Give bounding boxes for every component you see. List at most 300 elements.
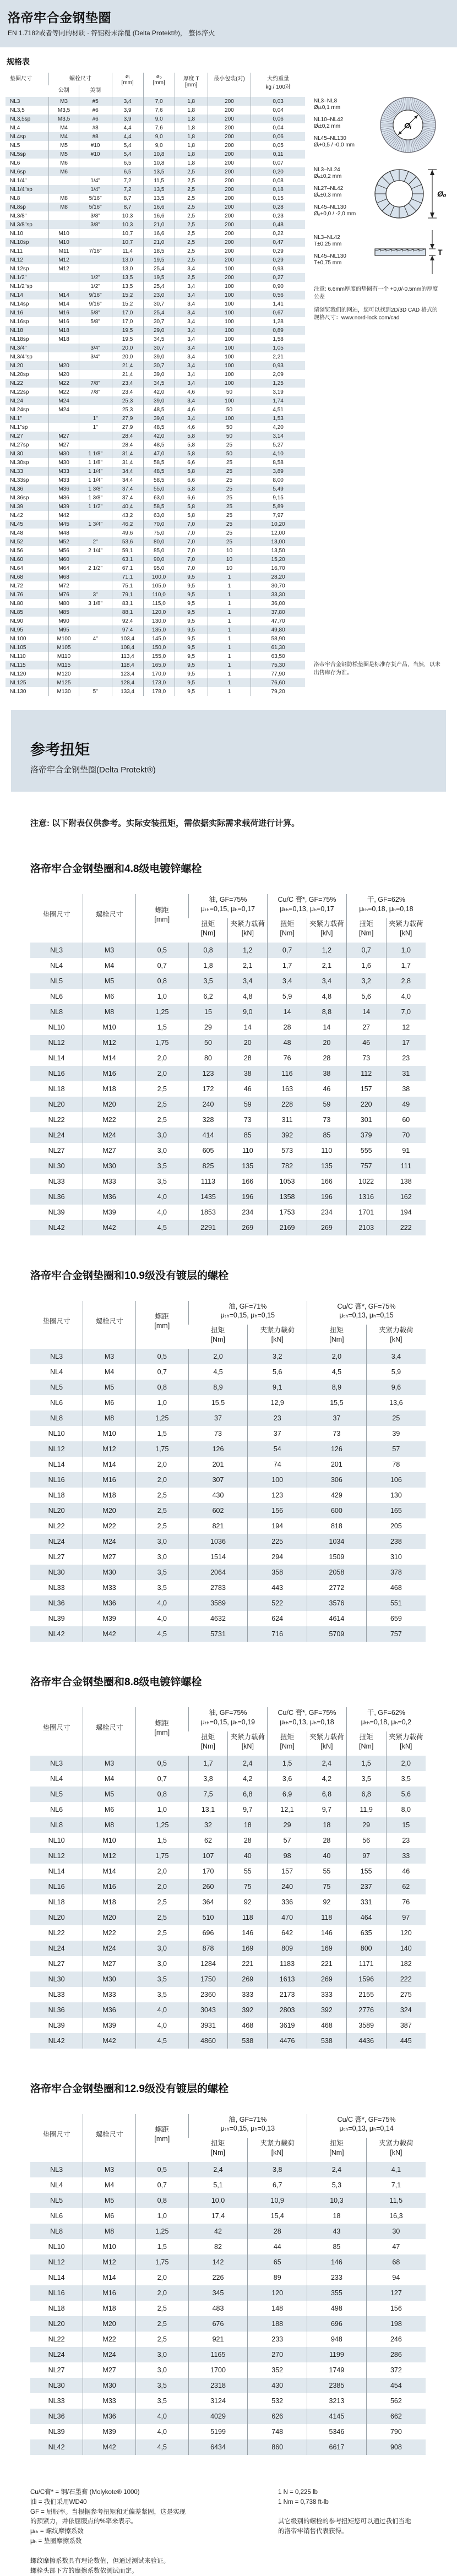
cell: 4"	[79, 634, 112, 643]
cell: 9,5	[175, 643, 208, 652]
cell: 387	[386, 2018, 426, 2033]
cell: 42,0	[143, 388, 175, 396]
cell: 75	[228, 1879, 268, 1894]
cell: 30,7	[143, 299, 175, 308]
cell: 19,5	[143, 255, 175, 264]
cell: 13,1	[188, 1802, 228, 1817]
spec-table	[6, 73, 305, 696]
table-row	[30, 1595, 426, 1611]
note-line: 1 N = 0,225 lb	[278, 2489, 318, 2496]
cell: M20	[83, 1910, 136, 1925]
cell: NL20	[48, 1507, 65, 1515]
cell: 11,9	[346, 1802, 386, 1817]
cell: 4,5	[135, 2439, 188, 2455]
cell: 0,5	[135, 1756, 188, 1771]
cell: 6,6	[175, 493, 208, 502]
note-line: 的洛帝牢销售代表获得。	[278, 2528, 348, 2535]
cell: 9,7	[228, 1802, 268, 1817]
cell: M8	[83, 1004, 136, 1020]
cell: 1,8	[175, 123, 208, 132]
cell: 27,9	[112, 423, 143, 432]
cell: 205	[366, 1518, 426, 1534]
cell: NL36	[48, 2006, 65, 2014]
cell: 228	[268, 1097, 307, 1112]
cell: NL16	[48, 1882, 65, 1891]
table-row	[30, 1081, 426, 1097]
cell: M20	[49, 370, 79, 379]
cell: 4,0	[135, 1595, 188, 1611]
cell: M30	[49, 449, 79, 458]
cell: 130,0	[143, 617, 175, 625]
cell: 57	[268, 1833, 307, 1848]
cell: 2,5	[175, 194, 208, 203]
cell: 3,4	[307, 973, 347, 989]
cell: 37,80	[251, 608, 305, 617]
table-row	[6, 167, 305, 176]
cell: NL39	[48, 1615, 65, 1622]
cell: 6,5	[112, 167, 143, 176]
cell	[79, 396, 112, 405]
cell: 2,5	[135, 1894, 188, 1910]
cell: 13,5	[143, 167, 175, 176]
cell: 8,00	[251, 476, 305, 484]
condition-group-header: 油, GF=75% μₜₕ=0,15, μₕ=0,19	[188, 1707, 268, 1731]
cell: 112	[346, 1066, 386, 1081]
cell: 10,8	[143, 159, 175, 167]
cell: 166	[228, 1174, 268, 1189]
cell: M33	[83, 1174, 136, 1189]
cell: M18	[83, 2301, 136, 2316]
cell: 61,30	[251, 643, 305, 652]
table-row	[6, 502, 305, 511]
column-header: 夹紧力载荷 [kN]	[386, 1731, 426, 1756]
cell: NL6	[50, 2212, 63, 2220]
cell: 23	[386, 1050, 426, 1066]
cell: 47	[366, 2239, 426, 2254]
cell: 21,0	[143, 238, 175, 247]
cell: 1	[208, 643, 251, 652]
table-row	[6, 229, 305, 238]
cell: 162	[386, 1189, 426, 1205]
cell: 635	[346, 1925, 386, 1941]
cell: 5,6	[346, 989, 386, 1004]
cell	[49, 273, 79, 282]
cell: 2291	[188, 1220, 228, 1235]
cell: 3,5	[386, 1771, 426, 1787]
table-row	[30, 1050, 426, 1066]
cell: 2772	[307, 1580, 367, 1595]
cell: 63,50	[251, 652, 305, 661]
cell: 1753	[268, 1205, 307, 1220]
cell: 126	[188, 1441, 248, 1457]
cell: 2,5	[175, 176, 208, 185]
cell: 25	[208, 467, 251, 476]
cell: M39	[49, 502, 79, 511]
cell: 3,8	[248, 2162, 307, 2177]
cell: M42	[83, 2033, 136, 2049]
cell: M48	[49, 529, 79, 537]
cell	[79, 361, 112, 370]
torque-banner-title: 参考扭矩	[30, 742, 90, 758]
cell: M33	[49, 467, 79, 476]
cell: 0,5	[135, 2162, 188, 2177]
cell: NL36	[10, 486, 23, 492]
cell: 13,0	[112, 255, 143, 264]
cell: 77,90	[251, 669, 305, 678]
cell: 25	[208, 537, 251, 546]
cell: #8	[79, 123, 112, 132]
cell: NL3/8"sp	[10, 221, 32, 228]
table-row	[6, 185, 305, 194]
cell: 8,8	[307, 1004, 347, 1020]
cell: 2,21	[251, 352, 305, 361]
cell: 2,8	[386, 973, 426, 989]
cell: NL12	[48, 2258, 65, 2266]
cell: 294	[248, 1549, 307, 1565]
cell: 27,9	[112, 414, 143, 423]
cell: 7,5	[188, 1787, 228, 1802]
table-row	[30, 1549, 426, 1565]
cell: 5,49	[251, 484, 305, 493]
cell: 135	[228, 1158, 268, 1174]
cell: 10	[208, 555, 251, 564]
cell: 28,4	[112, 432, 143, 440]
cell: 28	[307, 1050, 347, 1066]
cell: 0,28	[251, 203, 305, 211]
cell: 49	[386, 1097, 426, 1112]
cell: NL27sp	[10, 442, 29, 448]
cell: 120	[248, 2285, 307, 2301]
cell: 605	[188, 1143, 228, 1158]
cell: 21,0	[143, 220, 175, 229]
cell: 4,5	[135, 1220, 188, 1235]
cell: 14	[307, 1020, 347, 1035]
cell: NL6	[50, 992, 63, 1000]
cell: 626	[248, 2409, 307, 2424]
cell: 1 1/4"	[79, 476, 112, 484]
cell: 3/4"	[79, 344, 112, 352]
table-row	[6, 529, 305, 537]
cell: NL27	[48, 1553, 65, 1561]
cell: M30	[83, 1972, 136, 1987]
table-row	[30, 1066, 426, 1081]
cell: NL3/4"sp	[10, 353, 32, 360]
cell: 3,4	[112, 97, 143, 106]
cell: NL3,5	[10, 107, 25, 113]
cell: NL3	[50, 1353, 63, 1360]
cell: 39,0	[143, 396, 175, 405]
cell: 9/16"	[79, 291, 112, 299]
cell: NL4	[50, 961, 63, 970]
table-row	[30, 2033, 426, 2049]
cell: 14	[228, 1020, 268, 1035]
cell: 200	[208, 255, 251, 264]
cell: 3/8"	[79, 211, 112, 220]
cell: 0,27	[251, 273, 305, 282]
cell: 116	[268, 1066, 307, 1081]
cell: 146	[307, 1925, 347, 1941]
cell: 0,06	[251, 115, 305, 123]
table-row	[30, 2193, 426, 2208]
cell	[79, 511, 112, 520]
table-row	[30, 2002, 426, 2018]
cell: M39	[83, 1611, 136, 1626]
cell: 53,6	[112, 537, 143, 546]
cell: 120,0	[143, 608, 175, 617]
cell: 379	[346, 1128, 386, 1143]
cell: 2,5	[135, 1097, 188, 1112]
cell: 12	[386, 1020, 426, 1035]
cell: M24	[83, 1128, 136, 1143]
cell: 1514	[188, 1549, 248, 1565]
table-row	[30, 1097, 426, 1112]
cell: M30	[49, 458, 79, 467]
cell	[49, 185, 79, 194]
cell: 0,7	[135, 958, 188, 973]
cell: 3,4	[175, 264, 208, 273]
table-row	[6, 520, 305, 529]
note-line	[30, 2547, 278, 2557]
cell: 233	[248, 2332, 307, 2347]
cell: 642	[268, 1925, 307, 1941]
cell: 25	[208, 529, 251, 537]
cell: M3	[83, 2162, 136, 2177]
cell: 5,3	[307, 2177, 367, 2193]
cell: M12	[49, 255, 79, 264]
outer-diameter-block	[314, 164, 451, 226]
cell: 123	[188, 1066, 228, 1081]
cell	[79, 335, 112, 344]
washer-inner-diameter-diagram	[367, 91, 451, 160]
cell: 1,75	[135, 1441, 188, 1457]
cell	[79, 229, 112, 238]
cell: 29,0	[143, 326, 175, 335]
torque-banner	[11, 710, 446, 792]
cell: 468	[366, 1580, 426, 1595]
cell: 2,0	[135, 1050, 188, 1066]
column-header: 夹紧力载荷 [kN]	[248, 1325, 307, 1349]
cell: NL5	[10, 142, 20, 149]
cell: 3,5	[135, 1158, 188, 1174]
cell: 221	[307, 1956, 347, 1972]
cell: 170	[188, 1864, 228, 1879]
table-row	[6, 97, 305, 106]
cell: #10	[79, 150, 112, 159]
cell: 47,0	[143, 449, 175, 458]
cell: 148	[248, 2301, 307, 2316]
cell	[79, 529, 112, 537]
condition-group-header: Cu/C 膏*, GF=75% μₜₕ=0,13, μₕ=0,15	[307, 1301, 426, 1325]
table-row	[30, 1611, 426, 1626]
table-row	[30, 2270, 426, 2285]
cell: 9,0	[143, 115, 175, 123]
cell: 3,4	[175, 370, 208, 379]
cell: 1284	[188, 1956, 228, 1972]
note-line	[278, 2508, 435, 2518]
cell: 13,50	[251, 546, 305, 555]
cell: 2,5	[135, 1112, 188, 1128]
cell: 165	[366, 1503, 426, 1518]
cell: NL8sp	[10, 204, 26, 210]
cell: 5731	[188, 1626, 248, 1642]
cell: 696	[188, 1925, 228, 1941]
cell: 9,0	[143, 141, 175, 150]
cell: NL12	[48, 1038, 65, 1047]
cell: 5,9	[366, 1364, 426, 1380]
cell: NL42	[48, 1630, 65, 1638]
cell: 355	[307, 2285, 367, 2301]
cell: 9,0	[228, 1004, 268, 1020]
cell	[79, 652, 112, 661]
cell: NL3/8"	[10, 213, 27, 219]
cell: 145,0	[143, 634, 175, 643]
cell: NL12	[48, 1445, 65, 1453]
table-row	[6, 493, 305, 502]
cell: 10,3	[112, 220, 143, 229]
cell: 12,00	[251, 529, 305, 537]
cell: 23,4	[112, 388, 143, 396]
cell: M115	[49, 661, 79, 669]
column-header	[175, 73, 208, 97]
table-row	[30, 1534, 426, 1549]
cell: 4,5	[307, 1364, 367, 1380]
cell: 345	[188, 2285, 248, 2301]
column-header	[251, 73, 305, 97]
table-row	[6, 141, 305, 150]
cell: 118,4	[112, 661, 143, 669]
thickness-tolerance-note: 注意: 6.6mm厚度的垫圈有一个 +0,0/-0.5mm的厚度公差	[313, 286, 438, 300]
cell: 25	[208, 520, 251, 529]
cell: NL39	[48, 2428, 65, 2436]
table-row	[30, 1817, 426, 1833]
cell: 37	[248, 1426, 307, 1441]
cell: 5,8	[175, 449, 208, 458]
cell: M85	[49, 608, 79, 617]
cell: 28	[228, 1833, 268, 1848]
cell: NL80	[10, 600, 23, 607]
cell: 3213	[307, 2393, 367, 2409]
cell: 37,4	[112, 493, 143, 502]
table-row	[6, 255, 305, 264]
cell: 7/8"	[79, 388, 112, 396]
cell: 200	[208, 141, 251, 150]
cell: 3,0	[135, 2347, 188, 2362]
cell: 200	[208, 229, 251, 238]
cell: 1435	[188, 1189, 228, 1205]
cell: 9,1	[248, 1380, 307, 1395]
cell	[79, 370, 112, 379]
cell: 1,25	[251, 379, 305, 388]
cell: 3,19	[251, 388, 305, 396]
cell: 1,25	[135, 1410, 188, 1426]
cell: 1	[208, 669, 251, 678]
column-header: 扭矩 [Nm]	[307, 1325, 367, 1349]
cell: 16,3	[366, 2208, 426, 2224]
cell: 324	[386, 2002, 426, 2018]
cell: NL10	[48, 2243, 65, 2251]
cell: 163	[268, 1081, 307, 1097]
column-header-unit: [mm]	[153, 80, 165, 86]
cell: NL22	[48, 1115, 65, 1124]
cell: NL20sp	[10, 371, 29, 378]
column-header: 螺距 [mm]	[135, 1707, 188, 1756]
cell: 1,7	[188, 1756, 228, 1771]
cell: 0,07	[251, 159, 305, 167]
note-line: GF = 屈服率。当根据参考扭矩和无偏差紧固，这是实现	[30, 2508, 186, 2515]
cell: 48,5	[143, 423, 175, 432]
cell	[79, 573, 112, 581]
cell: 1 1/2"	[79, 502, 112, 511]
cell: 4,0	[135, 1189, 188, 1205]
cell: 4476	[268, 2033, 307, 2049]
cell: NL36sp	[10, 494, 29, 501]
cell: 48,5	[143, 440, 175, 449]
cell: 21,4	[112, 370, 143, 379]
cell: 9,5	[175, 634, 208, 643]
cell: 157	[268, 1864, 307, 1879]
cell: 238	[366, 1534, 426, 1549]
cell: 4,6	[175, 423, 208, 432]
cell: 0,22	[251, 229, 305, 238]
column-header: 夹紧力载荷 [kN]	[366, 2138, 426, 2162]
cell: NL6	[50, 1399, 63, 1407]
table-row	[6, 370, 305, 379]
note-line: Cu/C膏* = 铜/石墨膏 (Molykote® 1000)	[30, 2489, 140, 2496]
cell: 4,0	[135, 2002, 188, 2018]
cell: NL48	[10, 530, 23, 536]
torque-table-title-8-8: 洛帝牢合金钢垫圈和8.8级电镀锌螺栓	[30, 1676, 202, 1688]
condition-group-header: 油, GF=75% μₜₕ=0,15, μₕ=0,17	[188, 894, 268, 918]
cell: 1,7	[386, 958, 426, 973]
cell: 1,8	[175, 159, 208, 167]
cell: M68	[49, 573, 79, 581]
cell: 757	[346, 1158, 386, 1174]
cell: 14	[268, 1004, 307, 1020]
cell: NL5	[50, 2197, 63, 2204]
cell: M10	[83, 2239, 136, 2254]
cell: M27	[83, 2362, 136, 2378]
cell: M6	[49, 159, 79, 167]
cell: 172	[188, 1081, 228, 1097]
cell: 4,5	[135, 1626, 188, 1642]
column-header-unit: [mm]	[121, 80, 134, 86]
cell: 1	[208, 687, 251, 696]
cell: 3,5	[135, 1580, 188, 1595]
table-row	[6, 581, 305, 590]
cell: 4,2	[228, 1771, 268, 1787]
cell: M4	[83, 1364, 136, 1380]
table-row	[30, 2347, 426, 2362]
cell: 55,0	[143, 484, 175, 493]
cell: 5,6	[386, 1787, 426, 1802]
cell: 275	[386, 1987, 426, 2002]
cell: M33	[83, 1987, 136, 2002]
cell: 4436	[346, 2033, 386, 2049]
cell: 13,6	[366, 1395, 426, 1410]
cell: 2,5	[135, 2316, 188, 2332]
cell: NL18	[10, 327, 23, 334]
cell: 128,4	[112, 678, 143, 687]
cell: 3 1/8"	[79, 599, 112, 608]
table-row	[6, 511, 305, 520]
cell: NL12sp	[10, 265, 29, 272]
cell: 15	[188, 1004, 228, 1020]
table-row	[6, 220, 305, 229]
cell: 15,5	[188, 1395, 248, 1410]
cell: 6,8	[307, 1787, 347, 1802]
cell: 0,20	[251, 167, 305, 176]
cell: NL16sp	[10, 318, 29, 325]
